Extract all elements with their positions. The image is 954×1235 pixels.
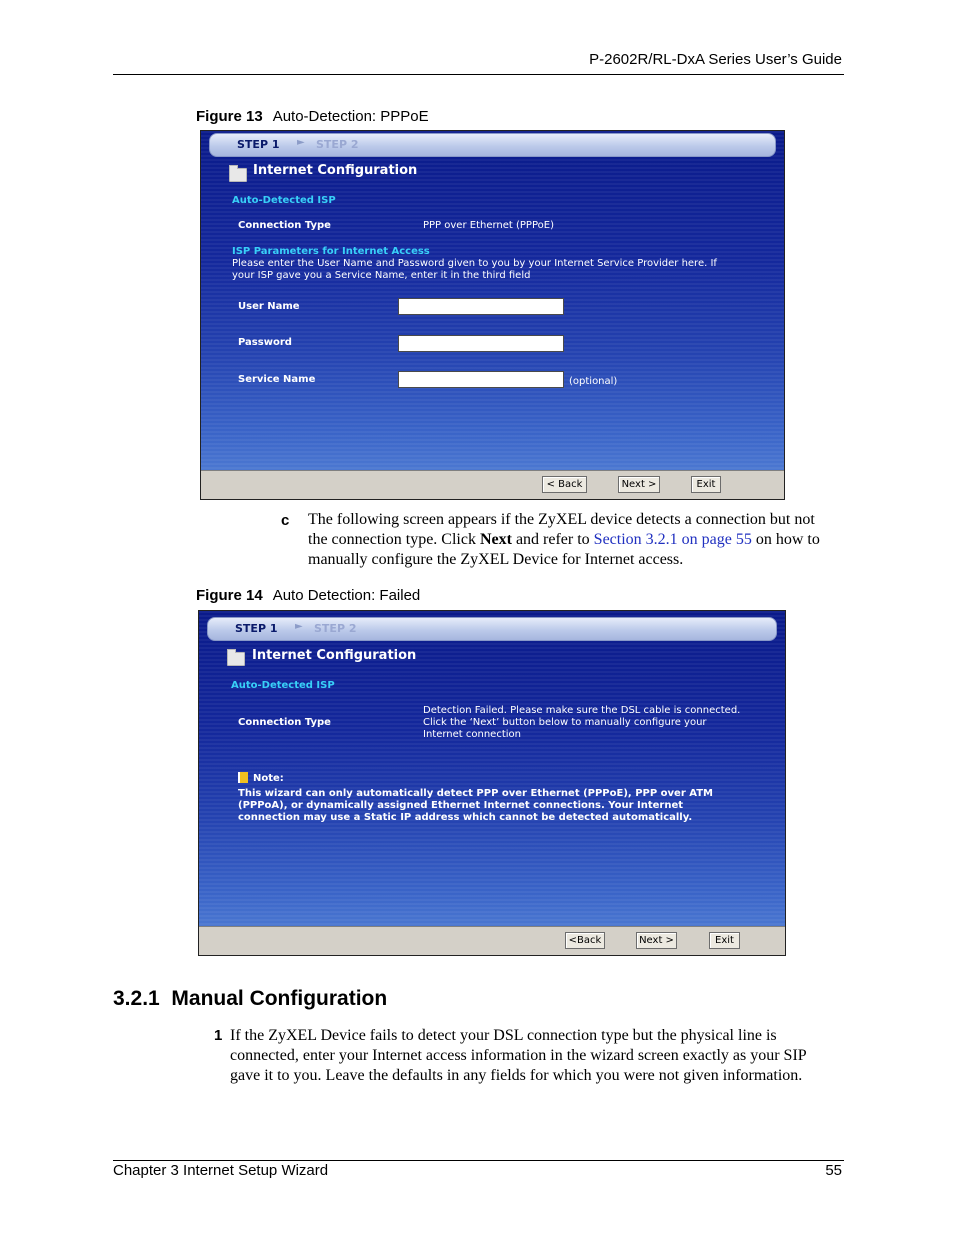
auto-detected-isp-heading: Auto-Detected ISP: [231, 680, 335, 691]
step-1-paragraph: If the ZyXEL Device fails to detect your DSL connection type but the physical line is connected, enter your Internet access information in the wizard screen exactly as your SIP gave it to you. Leave the defaults in any fields for which you were not given information.: [230, 1027, 807, 1084]
section-title: Manual Configuration: [171, 987, 388, 1010]
folder-icon: [227, 652, 245, 666]
step-2-label: STEP 2: [316, 138, 359, 151]
instruction-line-2: your ISP gave you a Service Name, enter it in the third field: [232, 270, 531, 281]
connection-type-label: Connection Type: [238, 717, 331, 728]
figure-13-caption: [196, 108, 429, 125]
internet-configuration-title: Internet Configuration: [253, 163, 418, 178]
step-1-label: STEP 1: [237, 138, 280, 151]
next-button[interactable]: Next >: [618, 476, 660, 493]
service-name-label: Service Name: [238, 374, 316, 385]
footer-chapter-title: Chapter 3 Internet Setup Wizard: [113, 1162, 329, 1179]
detection-failed-wizard-screen: [198, 610, 786, 956]
next-button[interactable]: Next >: [636, 932, 677, 949]
note-label: Note:: [253, 773, 284, 784]
folder-icon: [229, 168, 247, 182]
figure-14-label: Figure 14: [196, 587, 263, 604]
exit-button[interactable]: Exit: [709, 932, 740, 949]
auto-detected-isp-heading: Auto-Detected ISP: [232, 195, 336, 206]
internet-configuration-title: Internet Configuration: [252, 648, 417, 663]
figure-14-title: Auto Detection: Failed: [272, 587, 421, 604]
pppoe-wizard-screen: [200, 130, 785, 500]
paragraph-c-text-2: and refer to: [511, 531, 594, 548]
section-3-2-1-link[interactable]: Section 3.2.1 on page 55: [593, 531, 752, 548]
note-line-1: This wizard can only automatically detect PPP over Ethernet (PPPoE), PPP over ATM: [238, 788, 713, 799]
detection-failed-line-1: Detection Failed. Please make sure the DSL cable is connected.: [423, 705, 741, 716]
footer-page-number: 55: [825, 1162, 842, 1179]
service-name-input[interactable]: [398, 371, 564, 388]
password-input[interactable]: [398, 335, 564, 352]
list-marker-c: c: [281, 512, 290, 529]
footer-rule: [113, 1160, 844, 1161]
section-heading: [113, 987, 387, 1011]
password-label: Password: [238, 337, 292, 348]
note-icon: [238, 772, 248, 783]
detection-failed-line-3: Internet connection: [423, 729, 521, 740]
next-keyword: Next: [479, 531, 512, 548]
list-marker-1: 1: [214, 1027, 223, 1044]
user-name-label: User Name: [238, 301, 300, 312]
isp-parameters-heading: ISP Parameters for Internet Access: [232, 246, 430, 257]
note-line-3: connection may use a Static IP address which cannot be detected automatically.: [238, 812, 693, 823]
header-rule: [113, 74, 844, 75]
paragraph-c: [308, 510, 838, 570]
back-button[interactable]: < Back: [542, 476, 587, 493]
figure-14-caption: [196, 587, 420, 604]
running-header-title: P-2602R/RL-DxA Series User’s Guide: [589, 51, 842, 68]
back-button[interactable]: <Back: [565, 932, 605, 949]
step-arrow-icon: ►: [297, 137, 305, 148]
button-bar: [201, 470, 784, 499]
figure-13-label: Figure 13: [196, 108, 263, 125]
step-arrow-icon: ►: [295, 621, 303, 632]
connection-type-label: Connection Type: [238, 220, 331, 231]
paragraph-c-text-3: on how to manually configure the ZyXEL Device for Internet access.: [308, 531, 820, 568]
optional-hint: (optional): [569, 376, 618, 387]
button-bar: [199, 926, 785, 955]
step-2-label: STEP 2: [314, 622, 357, 635]
detection-failed-line-2: Click the ‘Next’ button below to manually configure your: [423, 717, 707, 728]
paragraph-c-text-1: The following screen appears if the ZyXEL device detects a connection but not the connection type. Click: [308, 511, 815, 548]
step-bar: [207, 617, 777, 641]
note-line-2: (PPPoA), or dynamically assigned Ethernet Internet connections. Your Internet: [238, 800, 684, 811]
instruction-line-1: Please enter the User Name and Password given to you by your Internet Service Provider here. If: [232, 258, 717, 269]
section-number: 3.2.1: [113, 987, 160, 1010]
figure-13-title: Auto-Detection: PPPoE: [272, 108, 429, 125]
user-name-input[interactable]: [398, 298, 564, 315]
connection-type-value: PPP over Ethernet (PPPoE): [423, 220, 554, 231]
step-1-label: STEP 1: [235, 622, 278, 635]
exit-button[interactable]: Exit: [691, 476, 721, 493]
step-bar: [209, 133, 776, 157]
